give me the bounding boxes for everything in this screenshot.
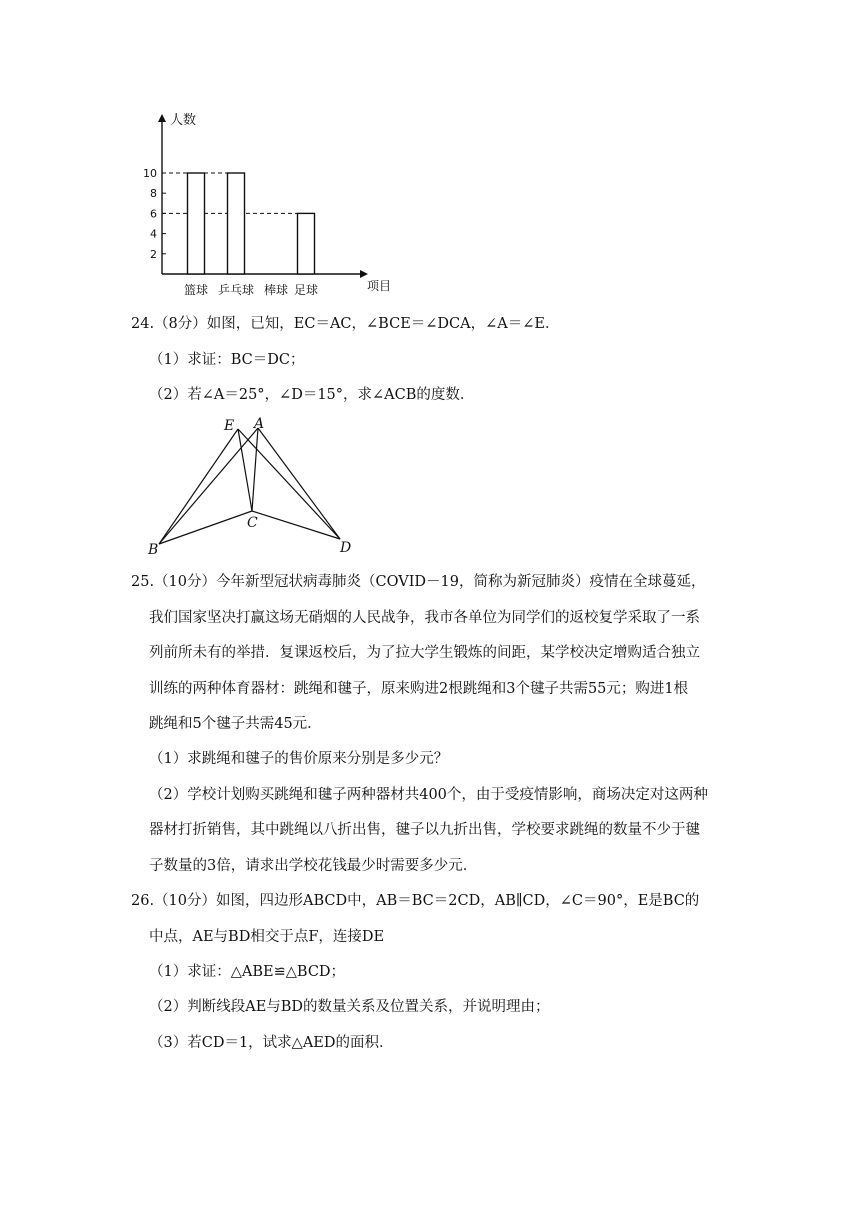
- q25-line4: 训练的两种体育器材：跳绳和毽子，原来购进2根跳绳和3个毽子共需55元；购进1根: [149, 681, 689, 697]
- point-label-E: E: [224, 418, 235, 434]
- q25-part2-line1: （2）学校计划购买跳绳和毽子两种器材共400个，由于受疫情影响，商场决定对这两种: [149, 787, 708, 803]
- y-tick-label: 2: [150, 247, 157, 261]
- y-tick-label: 8: [150, 187, 157, 201]
- q24-part1: （1）求证：BC＝DC；: [149, 352, 305, 368]
- q26-part3: （3）若CD＝1，试求△AED的面积．: [149, 1035, 394, 1051]
- q25-line3: 列前所未有的举措．复课返校后，为了拉大学生锻炼的间距，某学校决定增购适合独立: [149, 645, 700, 661]
- q24-part2: （2）若∠A＝25°，∠D＝15°，求∠ACB的度数．: [149, 387, 475, 403]
- x-tick-label: 棒球: [263, 283, 289, 297]
- x-tick-label: 篮球: [183, 283, 209, 297]
- q26-part2: （2）判断线段AE与BD的数量关系及位置关系，并说明理由；: [149, 999, 550, 1015]
- q25-line5: 跳绳和5个毽子共需45元．: [149, 716, 322, 732]
- chart-y-label: 人数: [170, 113, 197, 128]
- q25-line2: 我们国家坚决打赢这场无硝烟的人民战争，我市各单位为同学们的返校复学采取了一系: [149, 610, 700, 626]
- x-tick-label: 足球: [293, 283, 319, 297]
- chart-x-ticks: [184, 282, 318, 297]
- point-label-A: A: [254, 416, 265, 432]
- x-tick-label: 乒乓球: [217, 283, 255, 297]
- q25-part2-line2: 器材打折销售，其中跳绳以八折出售，毽子以九折出售，学校要求跳绳的数量不少于毽: [149, 822, 700, 838]
- bar: [298, 213, 315, 274]
- q24-head: 24.（8分）如图，已知，EC＝AC，∠BCE＝∠DCA，∠A＝∠E．: [131, 316, 560, 332]
- y-axis-arrow: [158, 114, 166, 122]
- y-tick-label: 4: [150, 227, 157, 241]
- point-label-B: B: [148, 542, 159, 558]
- y-tick-label: 10: [143, 167, 157, 180]
- bar: [188, 173, 205, 274]
- q26-line2: 中点，AE与BD相交于点F，连接DE: [149, 929, 385, 945]
- q25-head: 25.（10分）今年新型冠状病毒肺炎（COVID－19，简称为新冠肺炎）疫情在全球蔓延，: [131, 574, 706, 590]
- point-label-C: C: [247, 515, 258, 531]
- q26-head: 26.（10分）如图，四边形ABCD中，AB＝BC＝2CD，AB∥CD，∠C＝90°，E是BC的: [131, 893, 700, 909]
- x-axis-arrow: [360, 270, 368, 278]
- bar-chart: [138, 108, 400, 300]
- chart-bars: [188, 173, 315, 274]
- q25-part2-line3: 子数量的3倍，请求出学校花钱最少时需要多少元．: [149, 858, 478, 874]
- segment-EB: [159, 429, 238, 544]
- q24-figure: [144, 414, 364, 560]
- bar: [228, 173, 245, 274]
- point-label-D: D: [340, 540, 352, 556]
- segment-AD: [258, 428, 340, 539]
- q25-part1: （1）求跳绳和毽子的售价原来分别是多少元？: [149, 751, 449, 767]
- y-tick-label: 6: [150, 207, 157, 221]
- chart-x-label: 项目: [367, 279, 392, 293]
- segment-AC: [252, 428, 258, 511]
- q26-part1: （1）求证：△ABE≌△BCD；: [149, 964, 346, 980]
